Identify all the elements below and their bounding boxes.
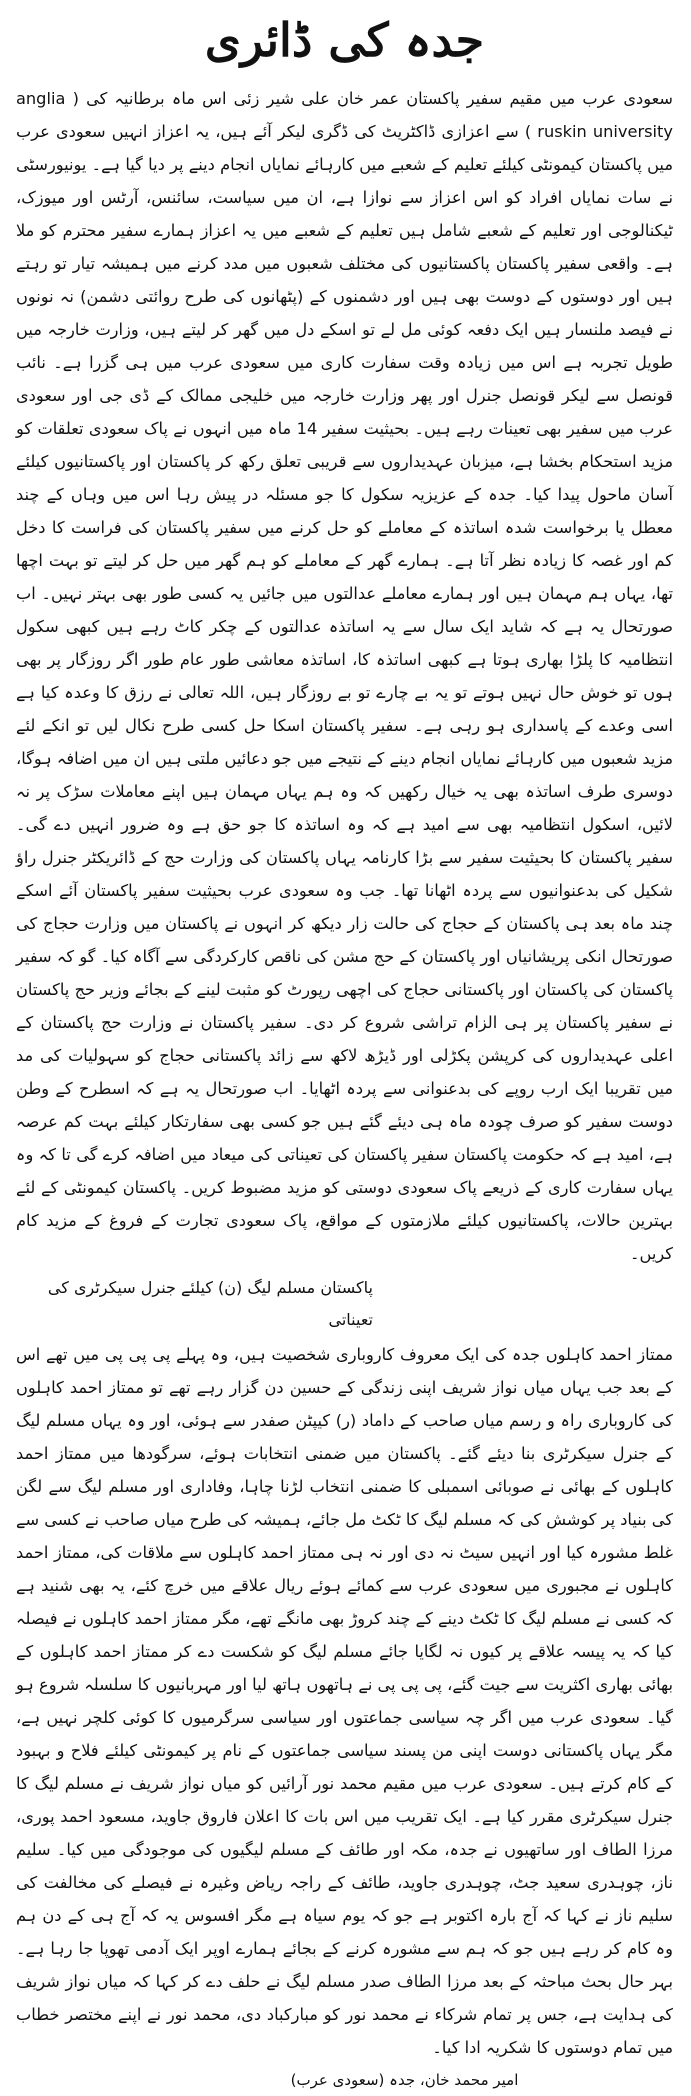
column-title: جدہ کی ڈائری <box>204 13 485 67</box>
article-paragraph-muslim-league: ممتاز احمد کاہلوں جدہ کی ایک معروف کاروباری شخصیت ہیں، وہ پہلے پی پی پی میں تھے اس کے بعد جب یہاں میاں نواز شریف اپنی زندگی کے حسین دن گزار رہے تھے تو ممتاز احمد کاہلوں کی کاروباری راہ و رسم میاں صاحب کے داماد (ر) کیپٹن صفدر سے ہوئی، اور وہ یہاں مسلم لیگ کے جنرل سیکرٹری بنا دیئے گئے۔ پاکستان میں ضمنی انتخابات ہوئے، سرگودھا میں ممتاز احمد کاہلوں کے بھائی نے صوبائی اسمبلی کا ضمنی انتخاب لڑنا چاہا، وفاداری اور مسلم لیگ سے لگن کی بنیاد پر کوشش کی کہ مسلم لیگ کا ٹکٹ مل جائے، ہمیشہ کی طرح میاں صاحب نے کسی سے غلط مشورہ کیا اور انہیں سیٹ نہ دی اور نہ ہی ممتاز احمد کاہلوں سے ملاقات کی، ممتاز احمد کاہلوں نے مجبوری میں سعودی عرب سے کمائے ہوئے ریال علاقے میں خرچ کئے، یہ بھی شنید ہے کہ کسی نے مسلم لیگ کا ٹکٹ دینے کے چند کروڑ بھی مانگے تھے، مگر ممتاز احمد کاہلوں نے فیصلہ کیا کہ یہ پیسہ علاقے پر کیوں نہ لگایا جائے مسلم لیگ کو شکست دے کر ممتاز احمد کاہلوں کے بھائی بھاری اکثریت سے جیت گئے، پی پی پی نے ہاتھوں ہاتھ لیا اور مہربانیوں کا سلسلہ شروع ہو گیا۔ سعودی عرب میں اگر چہ سیاسی جماعتوں اور سیاسی سرگرمیوں کا کوئی کلچر نہیں ہے، مگر یہاں پاکستانی دوست اپنی من پسند سیاسی جماعتوں کے نام پر کیمونٹی کیلئے فلاح و بہبود کے کام کرتے ہیں۔ سعودی عرب میں مقیم محمد نور آرائیں کو میاں نواز شریف نے مسلم لیگ کا جنرل سیکرٹری مقرر کیا ہے۔ ایک تقریب میں اس بات کا اعلان فاروق جاوید، مسعود احمد پوری، مرزا الطاف اور ساتھیوں نے جدہ، مکہ اور طائف کے مسلم لیگیوں کی موجودگی میں کیا۔ سلیم ناز، چوہدری سعید جٹ، چوہدری جاوید، طائف کے راجہ ریاض وغیرہ نے فیصلے کی مخالفت کی سلیم ناز نے کہا کہ آج بارہ اکتوبر ہے جو کہ یوم سیاہ ہے مگر افسوس یہ کہ آج ہی کے دن ہم وہ کام کر رہے ہیں جو کہ ہم سے مشورہ کرنے کے بجائے ہمارے اوپر ایک آدمی تھوپا جا رہا ہے۔ بہر حال بحث مباحثہ کے بعد مرزا الطاف صدر مسلم لیگ نے حلف دے کر کہا کہ میاں نواز شریف کی ہدایت ہے، جس پر تمام شرکاء نے محمد نور کو مبارکباد دی، محمد نور نے اپنے مختصر خطاب میں تمام دوستوں کا شکریہ ادا کیا۔ <box>16 1345 673 2057</box>
author-byline: امیر محمد خان، جدہ (سعودی عرب) <box>290 2071 519 2089</box>
section-subheading: پاکستان مسلم لیگ (ن) کیلئے جنرل سیکرٹری کی تعیناتی <box>47 1278 373 1329</box>
article-paragraph-ambassador: سعودی عرب میں مقیم سفیر پاکستان عمر خان علی شیر زئی اس ماہ برطانیہ کی ( anglia ruskin university ) سے اعزازی ڈاکٹریٹ کی ڈگری لیکر آئے ہیں، یہ اعزاز انہیں سعودی عرب میں پاکستان کیمونٹی کیلئے تعلیم کے شعبے میں کارہائے نمایاں انجام دینے پر دیا گیا ہے۔ یونیورسٹی نے سات نمایاں افراد کو اس اعزاز سے نوازا ہے، ان میں سیاست، سائنس، آرٹس اور میوزک، ٹیکنالوجی اور تعلیم کے شعبے شامل ہیں تعلیم کے شعبے میں یہ اعزاز ہمارے سفیر محترم کو ملا ہے۔ واقعی سفیر پاکستان پاکستانیوں کی مختلف شعبوں میں مدد کرنے میں ہمیشہ تیار تو رہتے ہیں اور دوستوں کے دوست بھی ہیں اور دشمنوں کے (پٹھانوں کی طرح روائتی دشمن) نہ نونوں نے فیصد ملنسار ہیں ایک دفعہ کوئی مل لے تو اسکے دل میں گھر کر لیتے ہیں، وزارت خارجہ میں طویل تجربہ ہے اس میں زیادہ وقت سفارت کاری میں سعودی عرب میں ہی گزرا ہے۔ نائب قونصل سے لیکر قونصل جنرل اور پھر وزارت خارجہ میں خلیجی ممالک کے ڈی جی اور سعودی عرب میں سفیر بھی تعینات رہے ہیں۔ بحیثیت سفیر 14 ماہ میں انہوں نے پاک سعودی تعلقات کو مزید استحکام بخشا ہے، میزبان عہدیداروں سے قریبی تعلق رکھ کر پاکستان اور پاکستانیوں کیلئے آسان ماحول پیدا کیا۔ جدہ کے عزیزیہ سکول کا جو مسئلہ در پیش رہا اس میں وہاں کے چند معطل یا برخواست شدہ اساتذہ کے معاملے کو حل کرنے میں سفیر پاکستان کی فراست کا دخل کم اور غصہ کا زیادہ نظر آتا ہے۔ ہمارے گھر کے معاملے کو ہم گھر میں حل کر لیتے تو بہت اچھا تھا، یہاں ہم مہمان ہیں اور ہمارے معاملے عدالتوں میں جائیں یہ کسی طور بھی بہتر نہیں۔ اب صورتحال یہ ہے کہ شاید ایک سال سے یہ اساتذہ عدالتوں کے چکر کاٹ رہے ہیں کبھی سکول انتظامیہ کا پلڑا بھاری ہوتا ہے کبھی اساتذہ کا، اساتذہ معاشی طور عام طور اگر روزگار پر بھی ہوں تو خوش حال نہیں ہوتے تو یہ بے چارے تو بے روزگار ہیں، اللہ تعالی نے رزق کا وعدہ کیا ہے اسی وعدے کے پاسداری ہو رہی ہے۔ سفیر پاکستان اسکا حل کسی طرح نکال لیں تو انکے لئے مزید شعبوں میں کارہائے نمایاں انجام دینے کے نتیجے میں جو دعائیں ملتی ہیں ان میں اضافہ ہوگا، دوسری طرف اساتذہ بھی یہ خیال رکھیں کہ وہ ہم یہاں مہمان ہیں اپنے معاملات سڑک پر نہ لائیں، اسکول انتظامیہ بھی سے امید ہے کہ وہ اساتذہ کا جو حق ہے وہ ضرور انہیں دے گی۔ سفیر پاکستان کا بحیثیت سفیر سے بڑا کارنامہ یہاں پاکستان کی وزارت حج کے ڈائریکٹر جنرل راؤ شکیل کی بدعنوانیوں سے پردہ اٹھانا تھا۔ جب وہ سعودی عرب بحیثیت سفیر پاکستان آئے اسکے چند ماہ بعد ہی پاکستان کے حجاج کی حالت زار دیکھ کر انہوں نے پاکستان میں وزارت حجاج کی صورتحال انکی پریشانیاں اور پاکستان کے حج مشن کی ناقص کارکردگی سے آگاہ کیا۔ گو کہ سفیر پاکستان کی پاکستان اور پاکستانی حجاج کی اچھی رپورٹ کو مثبت لینے کے بجائے وزیر حج پاکستان نے سفیر پاکستان پر ہی الزام تراشی شروع کر دی۔ سفیر پاکستان نے وزارت حج پاکستان کے اعلی عہدیداروں کی کرپشن پکڑلی اور ڈیڑھ لاکھ سے زائد پاکستانی حجاج کو سہولیات کی مد میں تقریبا ایک ارب روپے کی بدعنوانی سے پردہ اٹھایا۔ اب صورتحال یہ ہے کہ اسطرح کے وطن دوست سفیر کو صرف چودہ ماہ ہی دیئے گئے ہیں جو کسی بھی سفارتکار کیلئے بہت کم عرصہ ہے، امید ہے کہ حکومت پاکستان سفیر پاکستان کی تعیناتی کی میعاد میں اضافہ کرے گی تا کہ وہ یہاں سفارت کاری کے ذریعے پاک سعودی دوستی کو مزید مضبوط کریں۔ پاکستان کیمونٹی کے لئے بہترین حالات، پاکستانیوں کیلئے ملازمتوں کے مواقع، پاک سعودی تجارت کے فروغ کے مزید کام کریں۔ <box>16 89 673 1263</box>
